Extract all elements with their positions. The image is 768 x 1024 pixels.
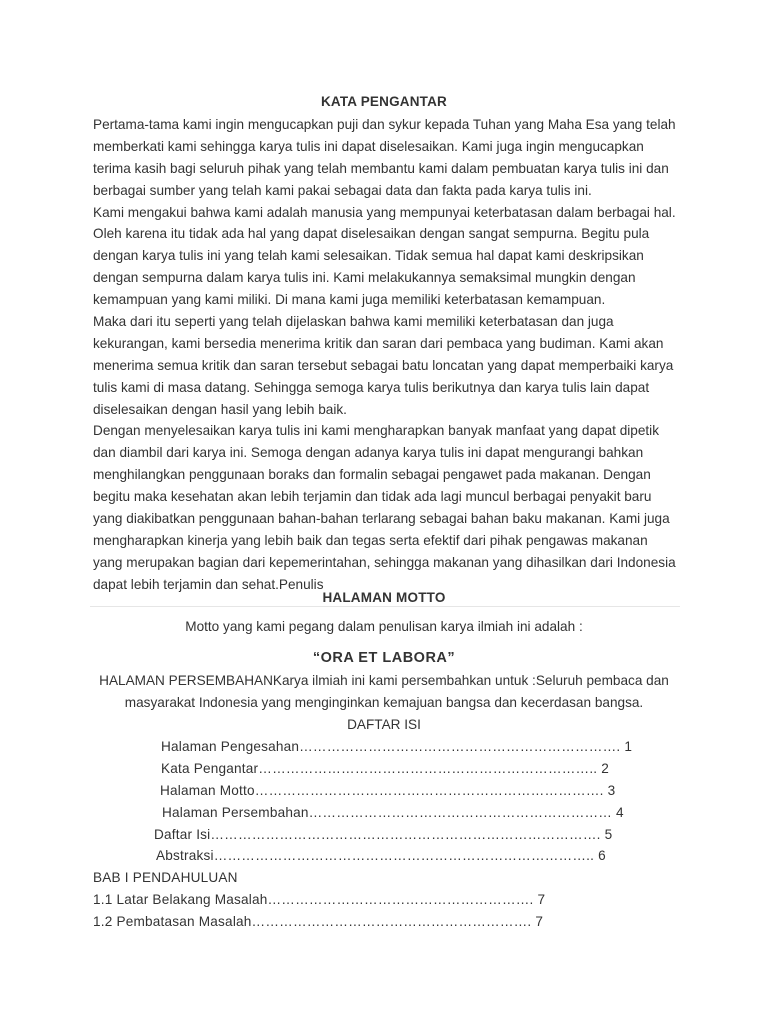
section-divider — [90, 606, 680, 607]
body-line: kekurangan, kami bersedia menerima kritik dan saran dari pembaca yang budiman. Kami akan — [93, 335, 664, 351]
motto-text: “ORA ET LABORA” — [312, 650, 456, 666]
body-line: Dengan menyelesaikan karya tulis ini kami mengharapkan banyak manfaat yang dapat dipetik — [93, 423, 659, 439]
body-line: menerima semua kritik dan saran tersebut sebagai batu loncatan yang dapat memperbaiki karya — [93, 357, 674, 373]
body-line: mengharapkan kinerja yang lebih baik dan tegas serta efektif dari pihak pengawas makanan — [93, 532, 648, 548]
body-line: menghilangkan penggunaan boraks dan formalin sebagai pengawet pada makanan. Dengan — [93, 467, 651, 483]
body-line: Maka dari itu seperti yang telah dijelaskan bahwa kami memiliki keterbatasan dan juga — [93, 314, 614, 330]
toc-entry: Abstraksi……………………………………………………………………….. 6 — [156, 848, 606, 863]
body-line: berbagai sumber yang telah kami pakai sebagai data dan fakta pada karya tulis ini. — [93, 182, 592, 198]
body-line: dengan sempurna dalam karya tulis ini. Kami melakukannya semaksimal mungkin dengan — [93, 270, 636, 286]
body-line: begitu maka kesehatan akan lebih terjamin dan tidak ada lagi muncul berbagai penyakit baru — [93, 489, 652, 505]
toc-sub-entry: 1.2 Pembatasan Masalah……………………………………………………. 7 — [93, 914, 544, 929]
body-line: dapat lebih terjamin dan sehat.Penulis — [93, 576, 324, 592]
body-line: Oleh karena itu tidak ada hal yang dapat diselesaikan dengan sangat sempurna. Begitu pula — [93, 226, 650, 242]
kata-pengantar-body — [93, 114, 693, 596]
body-line: yang diakibatkan penggunaan bahan-bahan terlarang sebagai bahan baku makanan. Kami juga — [93, 511, 670, 527]
toc-entry: Daftar Isi…………………………………………………………………………. 5 — [154, 827, 613, 842]
toc-sub-entry: 1.1 Latar Belakang Masalah…………………………………………………. 7 — [93, 892, 546, 907]
body-line: dengan karya tulis ini yang telah kami selesaikan. Tidak semua hal dapat kami deskripsikan — [93, 248, 644, 264]
toc-entry: Kata Pengantar……………………………………………………………….. 2 — [161, 761, 610, 776]
body-line: tulis kami di masa datang. Sehingga semoga karya tulis berikutnya dan karya tulis lain dapat — [93, 379, 650, 395]
body-line: kemampuan yang kami miliki. Di mana kami juga memiliki keterbatasan kemampuan. — [93, 292, 606, 308]
chapter-heading: BAB I PENDAHULUAN — [93, 870, 238, 885]
body-line: memberkati kami sehingga karya tulis ini dapat diselesaikan. Kami juga ingin mengucapkan — [93, 138, 644, 154]
motto-intro: Motto yang kami pegang dalam penulisan karya ilmiah ini adalah : — [185, 619, 583, 634]
toc-entry: Halaman Persembahan………………………………………………………… 4 — [162, 805, 624, 820]
daftar-isi-title: DAFTAR ISI — [347, 717, 421, 732]
body-line: diselesaikan dengan hasil yang lebih baik. — [93, 401, 347, 417]
body-line: dan diambil dari karya ini. Semoga dengan adanya karya tulis ini dapat mengurangi bahkan — [93, 445, 644, 461]
persembahan-line-1: HALAMAN PERSEMBAHANKarya ilmiah ini kami persembahkan untuk :Seluruh pembaca dan — [99, 673, 669, 688]
body-line: terima kasih bagi seluruh pihak yang telah membantu kami dalam pembuatan karya tulis ini dan — [93, 160, 669, 176]
body-line: Pertama-tama kami ingin mengucapkan puji dan sykur kepada Tuhan yang Maha Esa yang telah — [93, 117, 676, 132]
toc-entry: Halaman Pengesahan……………………………………………………………. 1 — [161, 739, 633, 754]
body-line: yang merupakan bagian dari kepemerintahan, sehingga makanan yang dihasilkan dari Indonesia — [93, 554, 676, 570]
toc-entry: Halaman Motto…………………………………………………………………. 3 — [160, 783, 616, 798]
body-line: Kami mengakui bahwa kami adalah manusia yang mempunyai keterbatasan dalam berbagai hal. — [93, 204, 676, 220]
kata-pengantar-title: KATA PENGANTAR — [320, 94, 448, 109]
persembahan-line-2: masyarakat Indonesia yang menginginkan kemajuan bangsa dan kecerdasan bangsa. — [124, 695, 644, 710]
halaman-motto-title: HALAMAN MOTTO — [322, 590, 446, 605]
